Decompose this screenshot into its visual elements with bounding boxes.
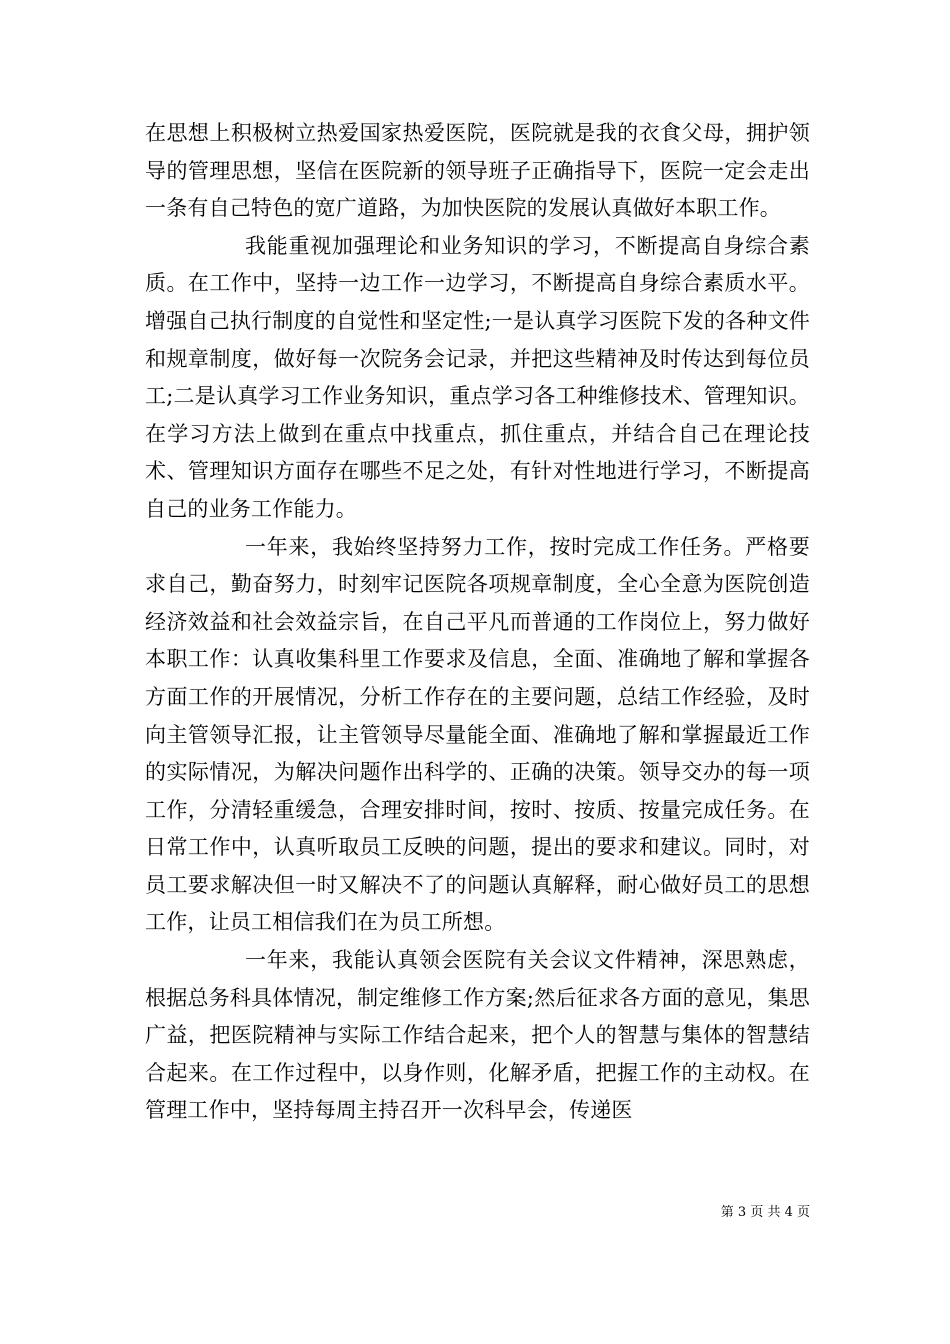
paragraph-3: 一年来，我始终坚持努力工作，按时完成工作任务。严格要求自己，勤奋努力，时刻牢记医院各项规章制度，全心全意为医院创造经济效益和社会效益宗旨，在自己平凡而普通的工作岗位上，努力做好本职工作：认真收集科里工作要求及信息，全面、准确地了解和掌握各方面工作的开展情况，分析工作存在的主要问题，总结工作经验，及时向主管领导汇报，让主管领导尽量能全面、准确地了解和掌握最近工作的实际情况，为解决问题作出科学的、正确的决策。领导交办的每一项工作，分清轻重缓急，合理安排时间，按时、按质、按量完成任务。在日常工作中，认真听取员工反映的问题，提出的要求和建议。同时，对员工要求解决但一时又解决不了的问题认真解释，耐心做好员工的思想工作，让员工相信我们在为员工所想。 — [145, 534, 810, 935]
paragraph-1: 在思想上积极树立热爱国家热爱医院，医院就是我的衣食父母，拥护领导的管理思想，坚信在医院新的领导班子正确指导下，医院一定会走出一条有自己特色的宽广道路，为加快医院的发展认真做好本职工作。 — [145, 121, 810, 221]
document-body — [145, 115, 810, 1130]
page-number-footer: 第 3 页 共 4 页 — [720, 1205, 810, 1220]
paragraph-2: 我能重视加强理论和业务知识的学习，不断提高自身综合素质。在工作中，坚持一边工作一边学习，不断提高自身综合素质水平。增强自己执行制度的自觉性和坚定性;一是认真学习医院下发的各种文件和规章制度，做好每一次院务会记录，并把这些精神及时传达到每位员工;二是认真学习工作业务知识，重点学习各工种维修技术、管理知识。在学习方法上做到在重点中找重点，抓住重点，并结合自己在理论技术、管理知识方面存在哪些不足之处，有针对性地进行学习，不断提高自己的业务工作能力。 — [145, 233, 810, 521]
paragraph-4: 一年来，我能认真领会医院有关会议文件精神，深思熟虑，根据总务科具体情况，制定维修工作方案;然后征求各方面的意见，集思广益，把医院精神与实际工作结合起来，把个人的智慧与集体的智慧结合起来。在工作过程中，以身作则，化解矛盾，把握工作的主动权。在管理工作中，坚持每周主持召开一次科早会，传递医 — [145, 948, 810, 1123]
